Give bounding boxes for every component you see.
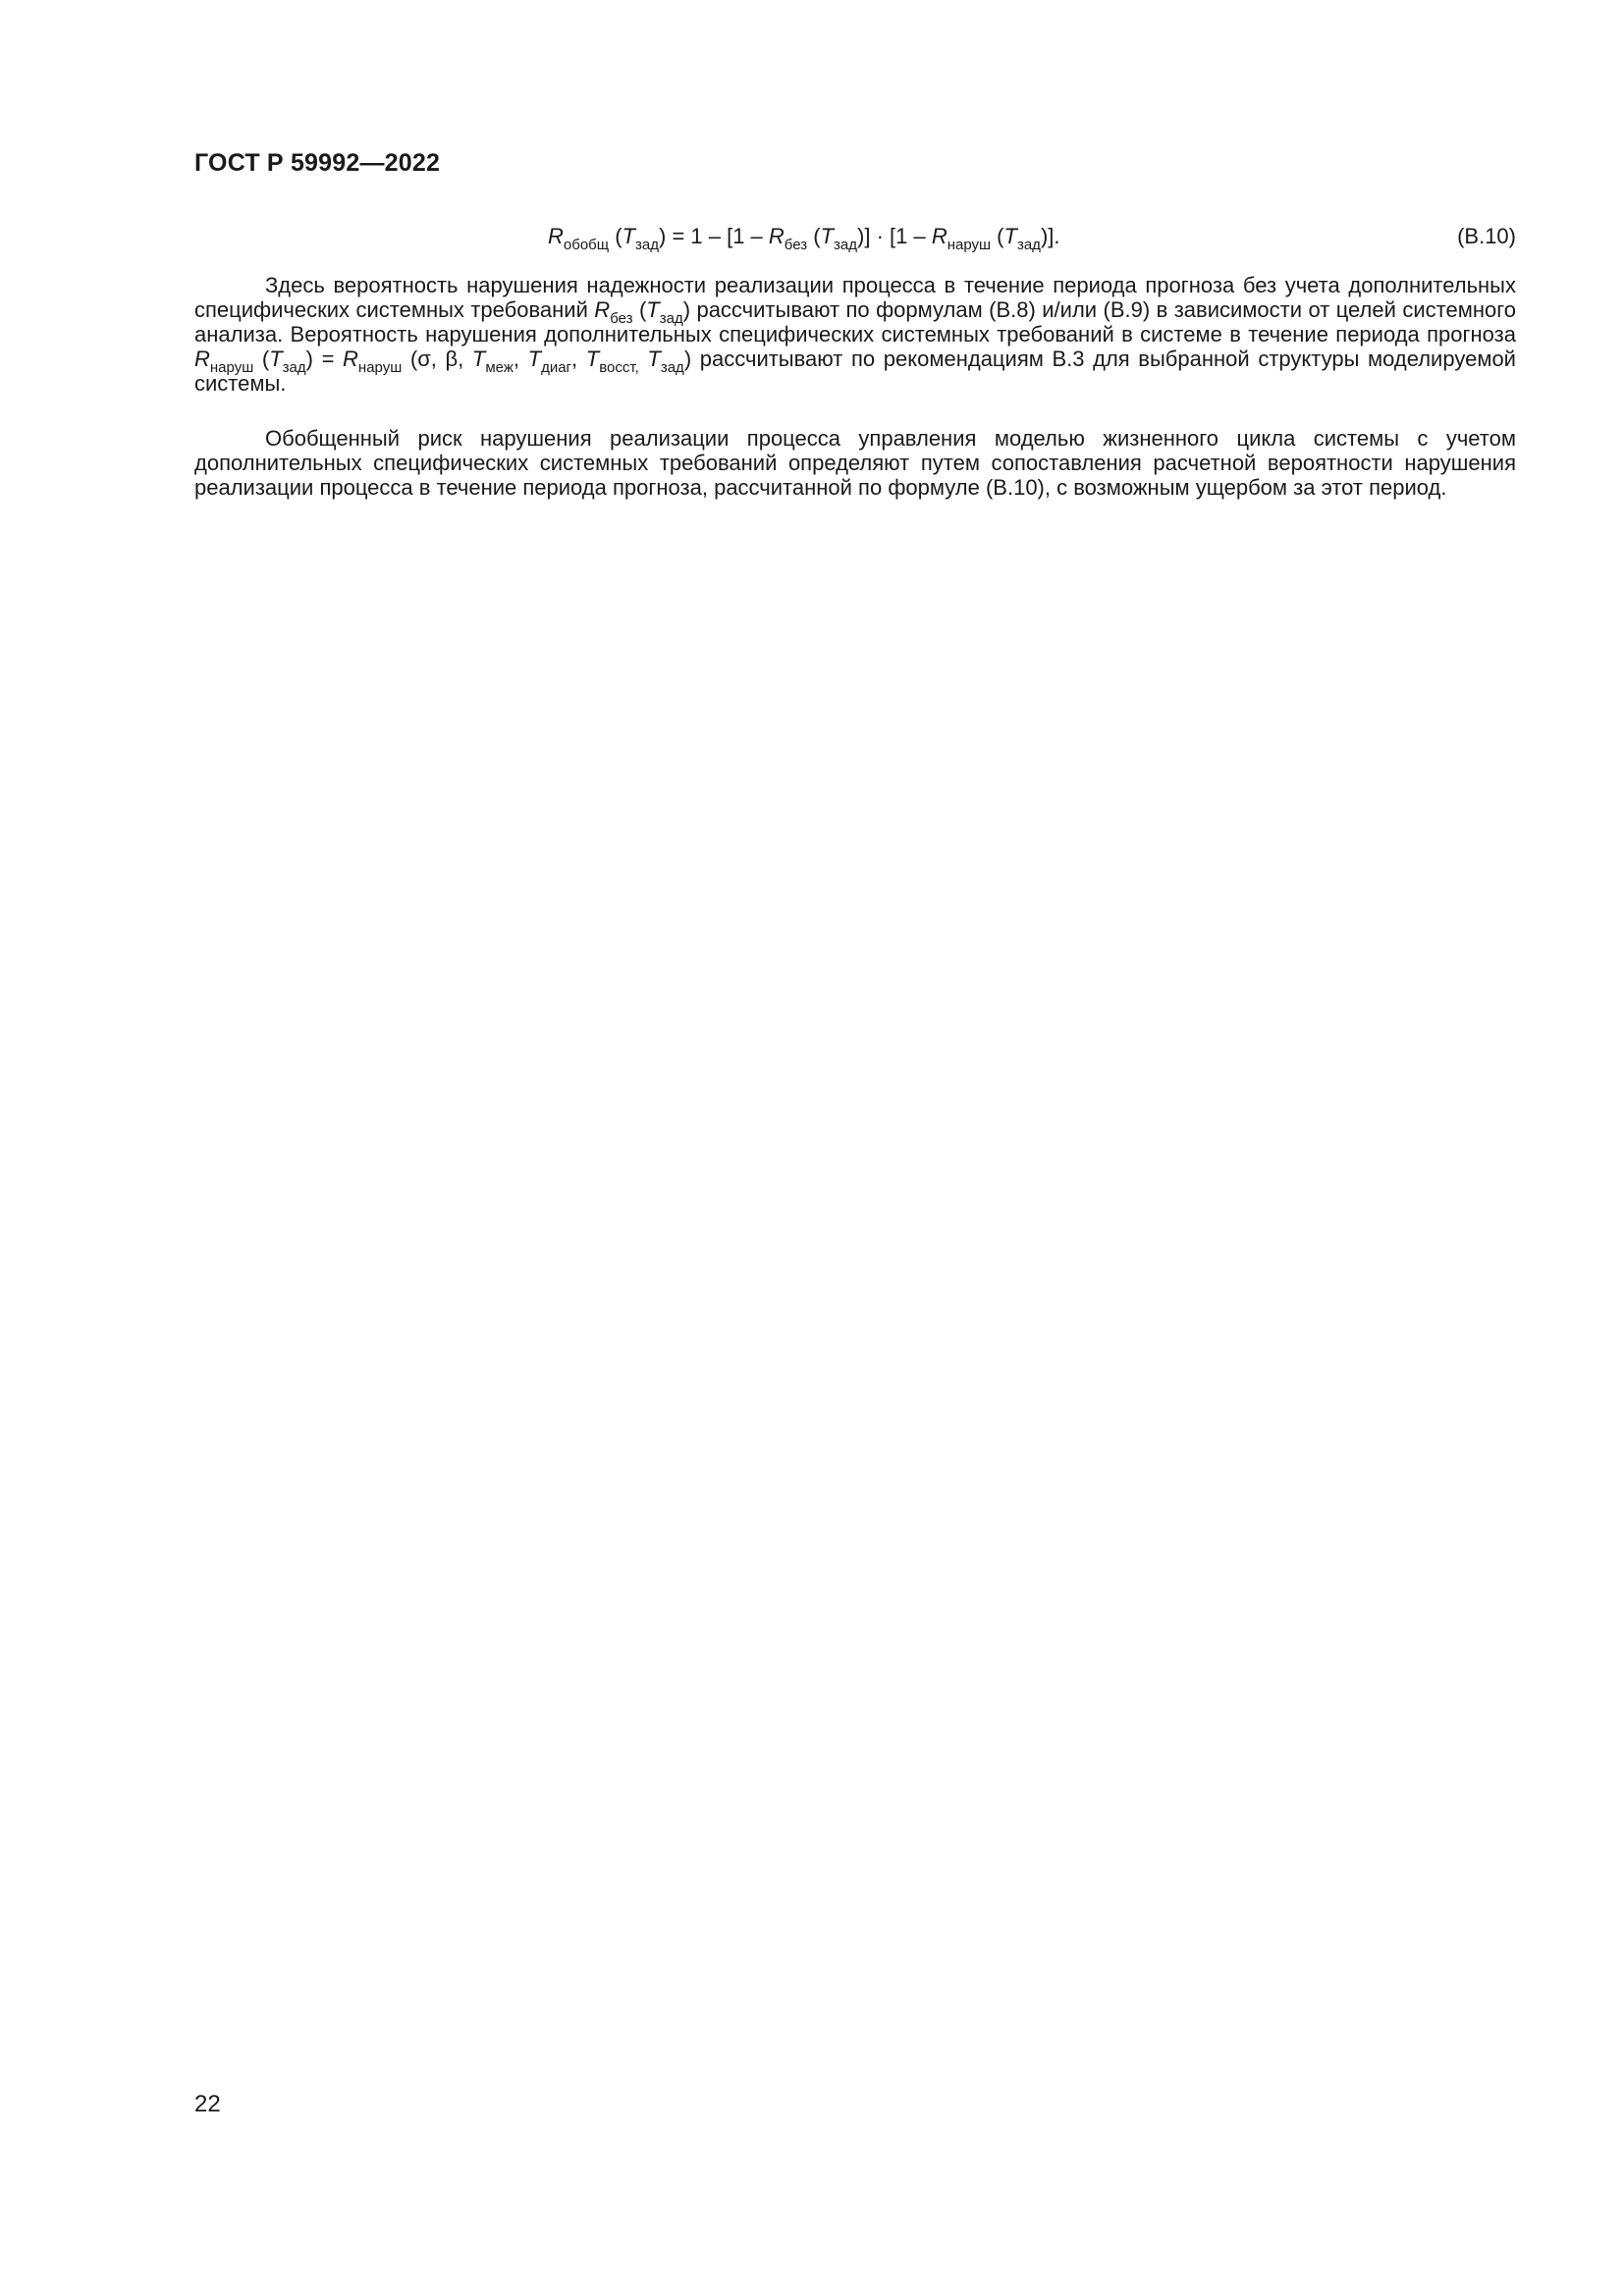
formula-part: ) = 1 – [1 – (659, 224, 769, 248)
sub-narush: наруш (947, 237, 992, 253)
sub-zad: зад (1016, 237, 1041, 253)
text-run: (σ, β, (402, 347, 472, 371)
text-run: , (513, 347, 528, 371)
sub-zad: зад (660, 359, 684, 376)
var-t: T (585, 347, 600, 371)
formula-part: )] · [1 – (857, 224, 932, 248)
var-r: R (931, 224, 947, 248)
sub-zad: зад (282, 359, 306, 376)
formula-b10 (548, 224, 1060, 253)
paragraph-explanation (194, 273, 1516, 396)
text-run: ) рассчитывают по рекомендациям В.3 для выбранной структуры моделируемой системы. (194, 347, 1516, 396)
sub-zad: зад (659, 310, 683, 327)
var-t: T (647, 347, 661, 371)
text-run: Здесь вероятность нарушения надежности реализации процесса в течение периода прогноза без учета дополнительных специфических системных требований (194, 273, 1516, 322)
var-r: R (768, 224, 785, 248)
equation-number: (В.10) (1457, 224, 1516, 248)
document-header: ГОСТ Р 59992—2022 (194, 149, 441, 177)
var-t: T (527, 347, 542, 371)
var-r: R (548, 224, 564, 248)
formula-part: )]. (1040, 224, 1060, 248)
sub-mezh: меж (485, 359, 514, 376)
sub-bez: без (784, 237, 808, 253)
text-run: ) = (305, 347, 344, 371)
sub-diag: диаг (541, 359, 572, 376)
text-run: , (571, 347, 586, 371)
text-run: ( (253, 347, 270, 371)
formula-part: ( (609, 224, 623, 248)
sub-vosst: восст, (599, 359, 639, 376)
var-t: T (622, 224, 636, 248)
sub-bez: без (610, 310, 633, 327)
var-r: R (594, 297, 611, 322)
var-t: T (269, 347, 283, 371)
page-number: 22 (194, 2091, 221, 2117)
sub-narush: наруш (357, 359, 403, 376)
var-t: T (646, 297, 660, 322)
sub-narush: наруш (209, 359, 254, 376)
text-run: ) рассчитывают по формулам (В.8) и/или (В.9) в зависимости от целей системного анализа. Вероятность нарушения дополнительных специфических системных требований в системе в течение периода прогноза (194, 297, 1516, 347)
sub-zad: зад (635, 237, 659, 253)
formula-part: ( (991, 224, 1004, 248)
var-t: T (820, 224, 835, 248)
var-t: T (1003, 224, 1017, 248)
text-run: ( (632, 297, 647, 322)
formula-part: ( (807, 224, 821, 248)
sub-zad: зад (834, 237, 858, 253)
paragraph-generalized-risk: Обобщенный риск нарушения реализации процесса управления моделью жизненного цикла системы с учетом дополнительных специфических системных требований определяют путем сопоставления расчетной вероятности нарушения реализации процесса в течение периода прогноза, рассчитанной по формуле (В.10), с возможным ущербом за этот период. (194, 426, 1516, 500)
var-r: R (343, 347, 358, 371)
var-r: R (194, 347, 210, 371)
formula-row (194, 224, 1516, 259)
var-t: T (471, 347, 486, 371)
sub-obobshch: обобщ (563, 237, 610, 253)
